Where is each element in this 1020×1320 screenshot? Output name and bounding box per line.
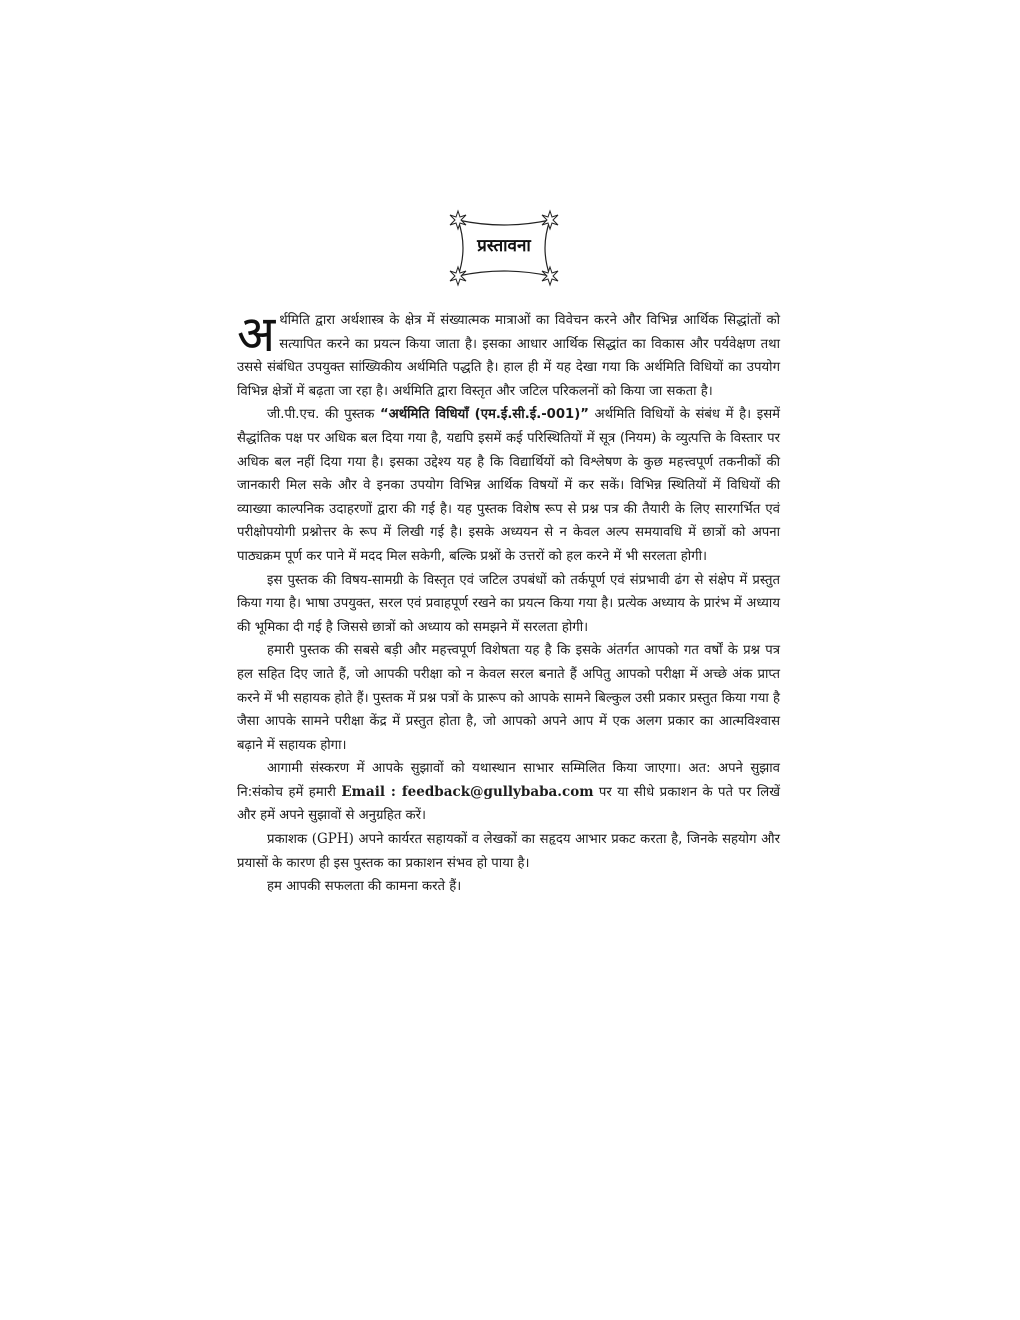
paragraph-text: प्रकाशक [267, 832, 312, 848]
paragraph-text: अपने कार्यरत सहायकों व लेखकों का सहृदय आभार प्रकट करता है, जिनके सहयोग और प्रयासों के कारण ही इस पुस्तक का प्रकाशन संभव हो पाया है। [237, 832, 780, 871]
publisher-abbr: (GPH) [311, 831, 354, 848]
dropcap-letter: अ [237, 305, 276, 363]
paragraph-text: अर्थमिति विधियों के संबंध में है। इसमें सैद्धांतिक पक्ष पर अधिक बल दिया गया है, यद्यपि इसमें कई परिस्थितियों में सूत्र (नियम) के व्युत्पत्ति के विस्तार पर अधिक बल नहीं दिया गया है। इसका उद्देश्य यह है कि विद्यार्थियों को विश्लेषण के कुछ महत्त्वपूर्ण तकनीकों की जानकारी मिल सके और वे इनका उपयोग विभिन्न आर्थिक विषयों में कर सकें। विभिन्न स्थितियों में विधियों की व्याख्या काल्पनिक उदाहरणों द्वारा की गई है। यह पुस्तक विशेष रूप से प्रश्न पत्र की तैयारी के लिए सारगर्भित एवं परीक्षोपयोगी प्रश्नोत्तर के रूप में लिखी गई है। इसके अध्ययन से न केवल अल्प समयावधि में छात्रों को अपना पाठ्यक्रम पूर्ण कर पाने में मदद मिल सकेगी, बल्कि प्रश्नों के उत्तरों को हल करने में भी सरलता होगी। [237, 407, 780, 564]
paragraph-text: हम आपकी सफलता की कामना करते हैं। [267, 879, 462, 895]
paragraph-text: पर या सीधे प्रकाशन के पते पर लिखें और हमें अपने सुझावों से अनुग्रहित करें। [237, 784, 780, 824]
paragraph-acknowledgement [237, 828, 780, 875]
heading-frame [446, 208, 562, 288]
paragraph-intro [237, 305, 780, 403]
paragraph-closing [237, 875, 780, 899]
paragraph-book-description [237, 403, 780, 568]
paragraph-feedback [237, 757, 780, 828]
paragraph-special-feature [237, 639, 780, 757]
paragraph-text: र्थमिति द्वारा अर्थशास्त्र के क्षेत्र में संख्यात्मक मात्राओं का विवेचन करने और विभिन्न आर्थिक सिद्धांतों को सत्यापित करने का प्रयत्न किया जाता है। इसका आधार आर्थिक सिद्धांत का विकास और पर्यवेक्षण तथा उससे संबंधित उपयुक्त सांख्यिकीय अर्थमिति पद्धति है। हाल ही में यह देखा गया कि अर्थमिति विधियों का उपयोग विभिन्न क्षेत्रों में बढ़ता जा रहा है। अर्थमिति द्वारा विस्तृत और जटिल परिकलनों को किया जा सकता है। [237, 313, 780, 399]
paragraph-content-style [237, 569, 780, 640]
book-title: “अर्थमिति विधियाँ (एम.ई.सी.ई.-001)” [379, 407, 589, 423]
paragraph-text: आगामी संस्करण में आपके सुझावों को यथास्थान साभार सम्मिलित किया जाएगा। अत: अपने सुझाव नि:संकोच हमें हमारी [237, 761, 780, 800]
paragraph-text: इस पुस्तक की विषय-सामग्री के विस्तृत एवं जटिल उपबंधों को तर्कपूर्ण एवं संप्रभावी ढंग से संक्षेप में प्रस्तुत किया गया है। भाषा उपयुक्त, सरल एवं प्रवाहपूर्ण रखने का प्रयत्न किया गया है। प्रत्येक अध्याय के प्रारंभ में अध्याय की भूमिका दी गई है जिससे छात्रों को अध्याय को समझने में सरलता होगी। [237, 572, 780, 635]
feedback-email: Email : feedback@gullybaba.com [341, 783, 594, 800]
paragraph-text: जी.पी.एच. की पुस्तक [267, 407, 380, 423]
page-title: प्रस्तावना [477, 236, 531, 256]
preface-body [237, 305, 780, 899]
paragraph-text: हमारी पुस्तक की सबसे बड़ी और महत्त्वपूर्ण विशेषता यह है कि इसके अंतर्गत आपको गत वर्षों के प्रश्न पत्र हल सहित दिए जाते हैं, जो आपकी परीक्षा को न केवल सरल बनाते हैं अपितु आपको परीक्षा में अच्छे अंक प्राप्त करने में भी सहायक होते हैं। पुस्तक में प्रश्न पत्रों के प्रारूप को आपके सामने बिल्कुल उसी प्रकार प्रस्तुत किया गया है जैसा आपके सामने परीक्षा केंद्र में प्रस्तुत होता है, जो आपको अपने आप में एक अलग प्रकार का आत्मविश्वास बढ़ाने में सहायक होगा। [237, 643, 780, 753]
